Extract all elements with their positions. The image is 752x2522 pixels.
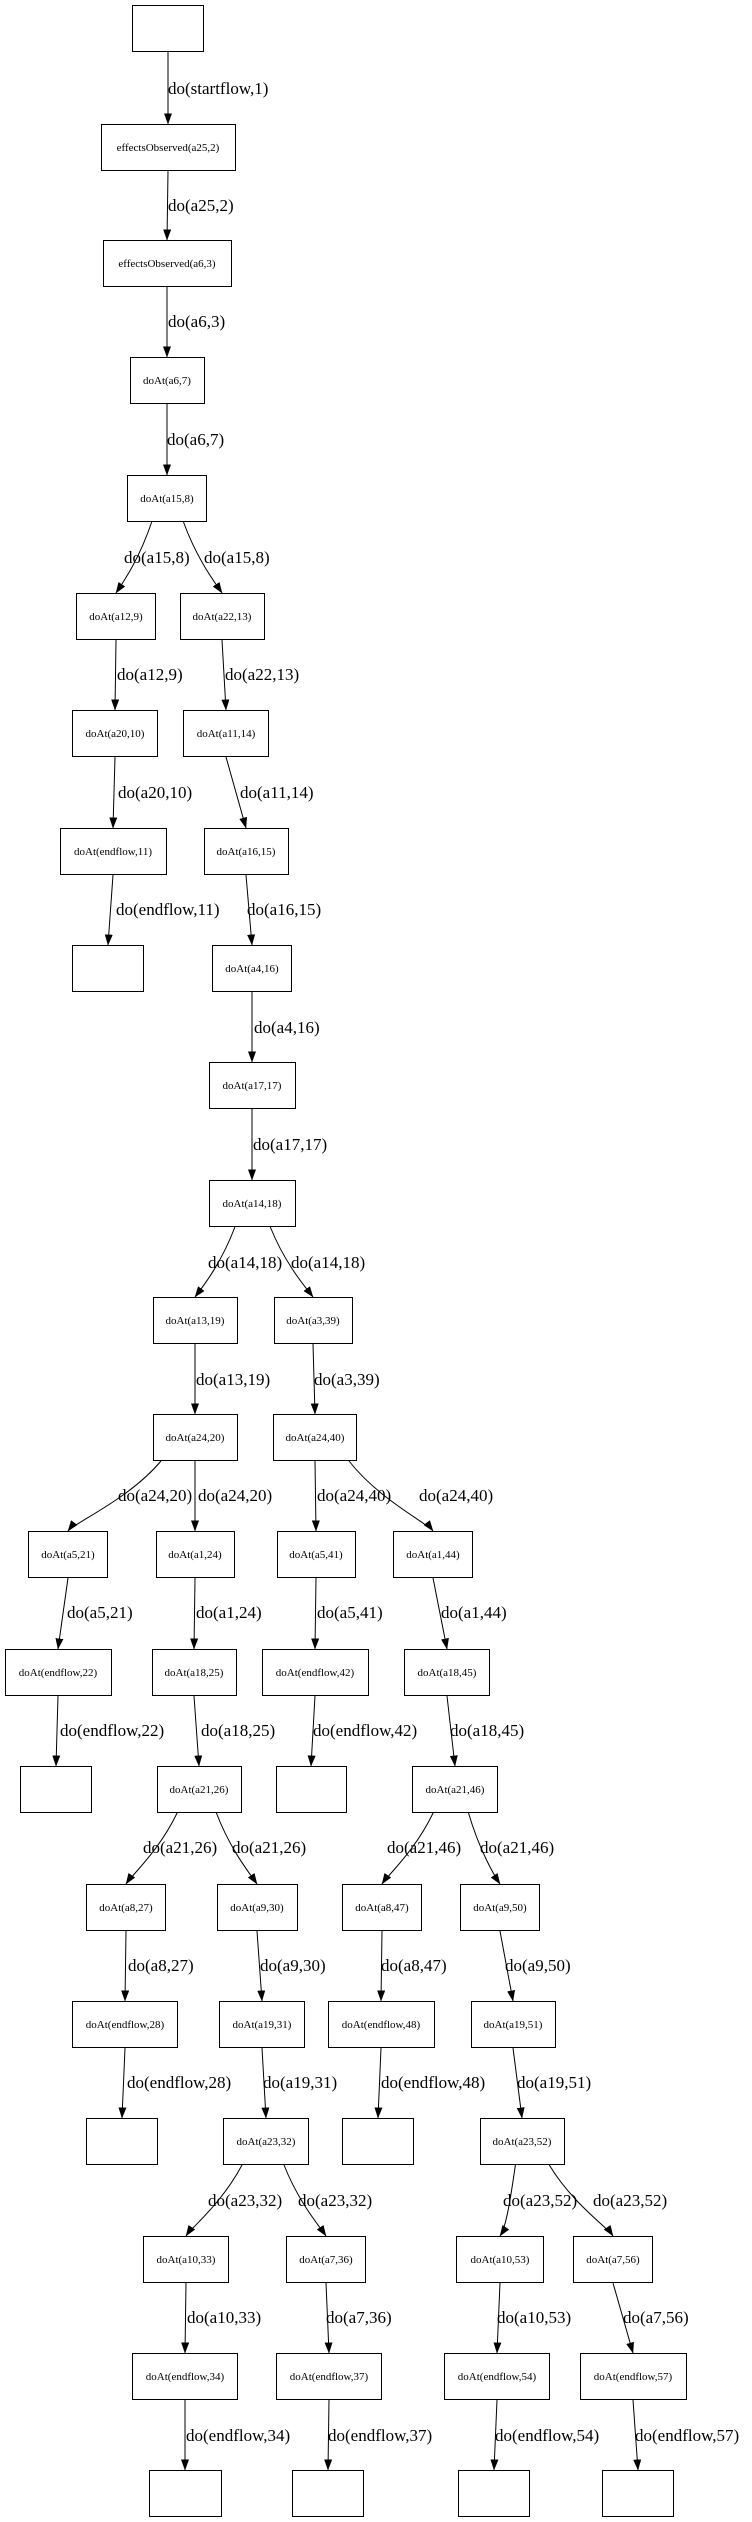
edge-label: do(a5,41) [317,1603,383,1622]
edge-label: do(a16,15) [247,900,322,919]
edge-label: do(a8,27) [128,1956,194,1975]
graph-node-doat-a22-13: doAt(a22,13) [180,593,265,640]
graph-node-doat-a7-56: doAt(a7,56) [573,2236,653,2283]
graph-edge [194,1696,199,1766]
graph-node-empty [458,2470,530,2517]
graph-edge [56,1696,58,1766]
graph-node-doat-a11-14: doAt(a11,14) [183,710,269,757]
edge-label: do(a20,10) [118,783,193,802]
graph-edge [115,640,116,710]
graph-node-doat-a21-26: doAt(a21,26) [157,1766,242,1813]
edge-label: do(startflow,1) [168,79,269,98]
graph-node-doat-a24-40: doAt(a24,40) [273,1414,357,1461]
edge-label: do(a3,39) [314,1370,380,1389]
edge-label: do(a25,2) [168,196,234,215]
edge-label: do(a12,9) [117,665,183,684]
graph-node-doat-a6-7: doAt(a6,7) [130,357,205,404]
edge-label: do(a11,14) [240,783,314,802]
edge-label: do(a10,53) [497,2308,572,2327]
graph-node-empty [342,2118,414,2165]
graph-node-doat-a5-21: doAt(a5,21) [28,1531,108,1578]
edge-label: do(a15,8) [124,548,190,567]
edge-label: do(a23,32) [298,2191,373,2210]
graph-node-doat-a16-15: doAt(a16,15) [204,828,289,875]
graph-edge [108,875,113,945]
graph-node-doat-a19-31: doAt(a19,31) [219,2001,305,2048]
edge-label: do(endflow,22) [60,1721,165,1740]
graph-edge [185,2283,186,2353]
edge-label: do(a4,16) [254,1018,320,1037]
graph-edge [125,1931,126,2001]
edge-label: do(endflow,57) [635,2426,740,2445]
edge-label: do(a6,7) [167,430,225,449]
edge-label: do(endflow,54) [495,2426,600,2445]
graph-node-doat-endflow-57: doAt(endflow,57) [580,2353,687,2400]
edge-label: do(a15,8) [204,548,270,567]
edge-label: do(a21,46) [387,1838,462,1857]
graph-edge [113,757,115,828]
graph-node-doat-a14-18: doAt(a14,18) [209,1180,296,1227]
edge-label: do(a9,30) [260,1956,326,1975]
graph-node-effectsobserved-a25-2: effectsObserved(a25,2) [101,124,236,171]
edge-label: do(endflow,11) [116,900,220,919]
graph-node-doat-a8-27: doAt(a8,27) [86,1884,166,1931]
graph-node-doat-endflow-11: doAt(endflow,11) [60,828,167,875]
edge-label: do(endflow,34) [186,2426,291,2445]
edge-label: do(a24,20) [198,1486,273,1505]
graph-node-doat-a21-46: doAt(a21,46) [412,1766,498,1813]
graph-node-doat-a9-50: doAt(a9,50) [460,1884,540,1931]
edge-label: do(a24,40) [419,1486,494,1505]
graph-node-empty [292,2470,364,2517]
graph-node-doat-a24-20: doAt(a24,20) [153,1414,238,1461]
graph-node-doat-endflow-34: doAt(endflow,34) [132,2353,238,2400]
edge-label: do(a6,3) [168,312,226,331]
edge-label: do(a19,51) [517,2073,592,2092]
graph-node-doat-a12-9: doAt(a12,9) [76,593,156,640]
graph-node-doat-endflow-37: doAt(endflow,37) [276,2353,382,2400]
graph-node-doat-a3-39: doAt(a3,39) [274,1297,353,1344]
graph-node-doat-a13-19: doAt(a13,19) [153,1297,238,1344]
graph-node-doat-a1-24: doAt(a1,24) [156,1531,235,1578]
graph-node-doat-a10-53: doAt(a10,53) [456,2236,544,2283]
graph-node-doat-a15-8: doAt(a15,8) [127,475,207,522]
graph-node-empty [132,5,204,52]
edge-label: do(a19,31) [263,2073,338,2092]
graph-node-doat-a20-10: doAt(a20,10) [72,710,158,757]
graph-node-empty [86,2118,158,2165]
graph-node-empty [20,1766,92,1813]
graph-node-doat-a18-45: doAt(a18,45) [404,1649,490,1696]
edge-label: do(a24,20) [118,1486,193,1505]
edge-label: do(endflow,28) [127,2073,232,2092]
graph-node-doat-endflow-28: doAt(endflow,28) [72,2001,178,2048]
graph-node-doat-a9-30: doAt(a9,30) [217,1884,298,1931]
graph-node-doat-endflow-54: doAt(endflow,54) [444,2353,550,2400]
edge-label: do(a21,26) [232,1838,307,1857]
edge-label: do(a23,32) [208,2191,283,2210]
graph-node-empty [602,2470,674,2517]
graph-node-doat-a17-17: doAt(a17,17) [209,1062,296,1109]
edge-label: do(a7,56) [623,2308,689,2327]
graph-node-doat-a19-51: doAt(a19,51) [471,2001,556,2048]
edge-label: do(a5,21) [67,1603,133,1622]
graph-node-doat-a23-52: doAt(a23,52) [480,2118,565,2165]
edge-label: do(endflow,42) [313,1721,418,1740]
edge-label: do(a17,17) [253,1135,328,1154]
edge-label: do(a23,52) [593,2191,668,2210]
edge-label: do(a21,26) [143,1838,218,1857]
graph-edge [122,2048,125,2118]
graph-node-doat-endflow-22: doAt(endflow,22) [5,1649,112,1696]
edge-label: do(a10,33) [187,2308,262,2327]
edge-label: do(a8,47) [381,1956,447,1975]
graph-node-doat-a7-36: doAt(a7,36) [286,2236,366,2283]
graph-edge [315,1461,316,1531]
graph-node-doat-endflow-42: doAt(endflow,42) [262,1649,369,1696]
graph-node-effectsobserved-a6-3: effectsObserved(a6,3) [103,240,232,287]
edge-label: do(a13,19) [196,1370,271,1389]
graph-node-doat-a18-25: doAt(a18,25) [152,1649,237,1696]
edge-label: do(endflow,48) [381,2073,486,2092]
edge-label: do(a24,40) [317,1486,392,1505]
edge-label: do(a21,46) [480,1838,555,1857]
graph-node-empty [149,2470,222,2517]
edge-label: do(a23,52) [503,2191,578,2210]
graph-edge [315,1578,316,1649]
edge-label: do(a9,50) [505,1956,571,1975]
edge-label: do(a22,13) [225,665,300,684]
graph-node-doat-a5-41: doAt(a5,41) [277,1531,356,1578]
edge-label: do(a18,45) [450,1721,525,1740]
graph-node-doat-a4-16: doAt(a4,16) [212,945,292,992]
edge-label: do(a1,44) [441,1603,507,1622]
edge-label: do(a14,18) [208,1253,283,1272]
graph-edge [194,1578,195,1649]
graph-node-doat-a10-33: doAt(a10,33) [143,2236,229,2283]
edge-label: do(a7,36) [326,2308,392,2327]
edge-label: do(a14,18) [291,1253,366,1272]
graph-node-doat-a1-44: doAt(a1,44) [393,1531,473,1578]
edge-label: do(a1,24) [196,1603,262,1622]
graph-node-empty [276,1766,347,1813]
graph-node-empty [72,945,144,992]
edge-label: do(a18,25) [201,1721,276,1740]
graph-node-doat-a23-32: doAt(a23,32) [223,2118,309,2165]
graph-node-doat-endflow-48: doAt(endflow,48) [328,2001,435,2048]
graph-node-doat-a8-47: doAt(a8,47) [342,1884,422,1931]
edge-label: do(endflow,37) [328,2426,433,2445]
